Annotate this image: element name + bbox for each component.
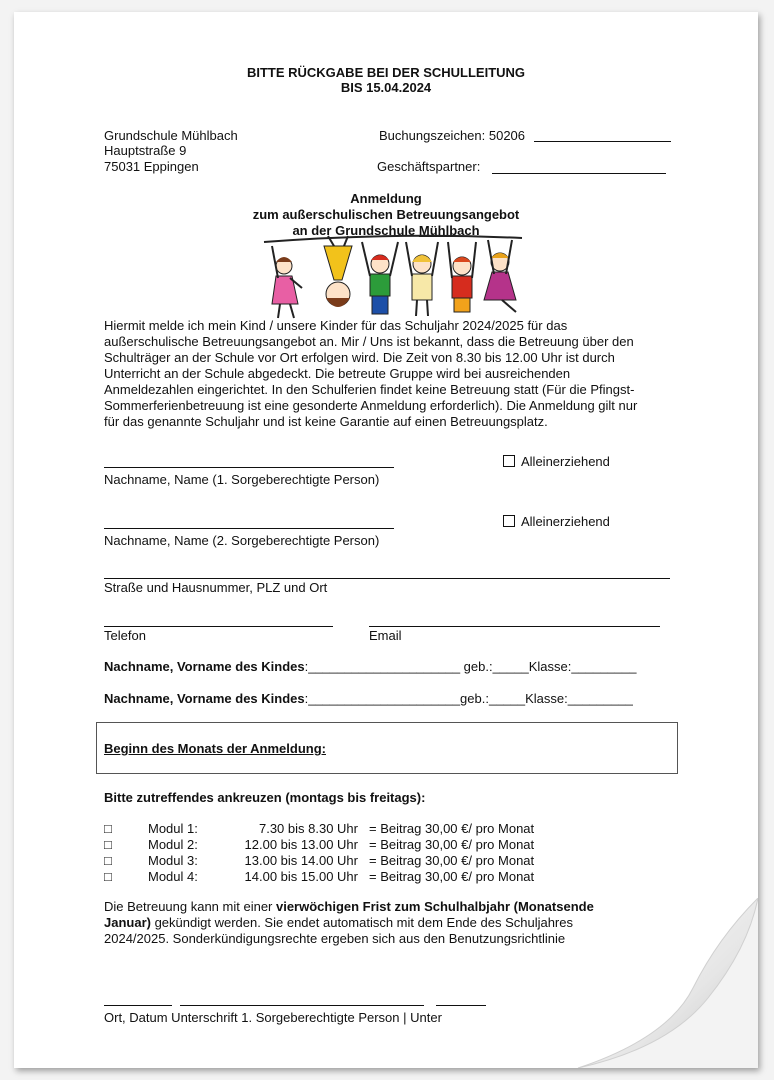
termination-line-1: Die Betreuung kann mit einer vierwöchigen Frist zum Schulhalbjahr (Monatsende — [104, 899, 594, 914]
school-street: Hauptstraße 9 — [104, 143, 187, 158]
termination-line-3: 2024/2025. Sonderkündigungsrechte ergeben sich aus den Benutzungsrichtlinie — [104, 931, 566, 946]
kid-figure — [272, 246, 302, 318]
school-city: 75031 Eppingen — [104, 159, 199, 174]
intro-line: Sommerferienbetreuung ist eine gesonderte Anmeldung erforderlich). Die Anmeldung gilt nur — [104, 398, 638, 413]
intro-line: außerschulische Betreuungsangebot an. Mir / Uns ist bekannt, dass die Betreuung über den — [104, 334, 634, 349]
email-label: Email — [369, 628, 402, 643]
phone-field[interactable] — [104, 626, 333, 627]
module-name: Modul 4: — [148, 869, 198, 884]
signature-1-field[interactable] — [180, 1005, 424, 1006]
business-partner-field[interactable] — [492, 173, 666, 174]
child-name-label: Nachname, Vorname des Kindes — [104, 659, 305, 674]
start-month-label: Beginn des Monats der Anmeldung: — [104, 741, 326, 756]
single-parent-checkbox-1[interactable]: Alleinerziehend — [503, 454, 610, 469]
address-field[interactable] — [104, 578, 670, 579]
single-parent-checkbox-2[interactable]: Alleinerziehend — [503, 514, 610, 529]
booking-reference-field[interactable] — [534, 141, 671, 142]
children-illustration — [262, 232, 524, 324]
module-checkbox[interactable]: □ — [104, 837, 112, 852]
tick-instruction: Bitte zutreffendes ankreuzen (montags bis freitags): — [104, 790, 426, 805]
checkbox-icon[interactable] — [503, 455, 515, 467]
module-checkbox[interactable]: □ — [104, 853, 112, 868]
signature-2-field[interactable] — [436, 1005, 486, 1006]
parent2-name-label: Nachname, Name (2. Sorgeberechtigte Person) — [104, 533, 380, 548]
termination-line-2: Januar) gekündigt werden. Sie endet automatisch mit dem Ende des Schuljahres — [104, 915, 573, 930]
checkbox-icon[interactable] — [503, 515, 515, 527]
child-name-label: Nachname, Vorname des Kindes — [104, 691, 305, 706]
module-fee: = Beitrag 30,00 €/ pro Monat — [369, 853, 535, 868]
intro-line: Schulträger an der Schule vor Ort erfolgen wird. Die Zeit von 8.30 bis 12.00 Uhr ist durch — [104, 350, 615, 365]
address-label: Straße und Hausnummer, PLZ und Ort — [104, 580, 328, 595]
place-date-field[interactable] — [104, 1005, 172, 1006]
form-title: Anmeldung — [350, 191, 422, 206]
school-name: Grundschule Mühlbach — [104, 128, 238, 143]
module-name: Modul 2: — [148, 837, 198, 852]
module-fee: = Beitrag 30,00 €/ pro Monat — [369, 821, 535, 836]
parent1-name-field[interactable] — [104, 467, 394, 468]
module-time: 13.00 bis 14.00 Uhr — [244, 853, 358, 868]
intro-line: für das genannte Schuljahr und ist keine Garantie auf einen Betreuungsplatz. — [104, 414, 548, 429]
module-time: 14.00 bis 15.00 Uhr — [244, 869, 358, 884]
module-fee: = Beitrag 30,00 €/ pro Monat — [369, 837, 535, 852]
child1-row[interactable] — [104, 659, 636, 674]
intro-line: Unterricht an der Schule abgedeckt. Die betreute Gruppe wird bei ausreichenden — [104, 366, 571, 381]
parent1-name-label: Nachname, Name (1. Sorgeberechtigte Person) — [104, 472, 380, 487]
document-page — [14, 12, 758, 1068]
parent2-name-field[interactable] — [104, 528, 394, 529]
module-checkbox[interactable]: □ — [104, 869, 112, 884]
module-checkbox[interactable]: □ — [104, 821, 112, 836]
signature-label: Ort, Datum Unterschrift 1. Sorgeberechtigte Person | Unter — [104, 1010, 442, 1025]
booking-reference-label: Buchungszeichen: 50206 — [379, 128, 526, 143]
intro-line: Hiermit melde ich mein Kind / unsere Kinder für das Schuljahr 2024/2025 für das — [104, 318, 568, 333]
return-notice: BITTE RÜCKGABE BEI DER SCHULLEITUNG — [246, 65, 526, 80]
module-name: Modul 1: — [148, 821, 198, 836]
child-fields[interactable]: :_____________________ geb.:_____Klasse:_________ — [304, 659, 637, 674]
email-field[interactable] — [369, 626, 660, 627]
form-subtitle: zum außerschulischen Betreuungsangebot — [252, 207, 520, 222]
module-name: Modul 3: — [148, 853, 198, 868]
form-school-line: an der Grundschule Mühlbach — [292, 223, 480, 238]
module-time: 7.30 bis 8.30 Uhr — [258, 821, 358, 836]
child2-row[interactable] — [104, 691, 633, 706]
module-time: 12.00 bis 13.00 Uhr — [244, 837, 358, 852]
start-month-box[interactable] — [96, 722, 678, 774]
phone-label: Telefon — [104, 628, 146, 643]
return-deadline: BIS 15.04.2024 — [340, 80, 432, 95]
page-curl — [518, 898, 758, 1068]
business-partner-label: Geschäftspartner: — [377, 159, 481, 174]
module-fee: = Beitrag 30,00 €/ pro Monat — [369, 869, 535, 884]
child-fields[interactable]: :_____________________geb.:_____Klasse:_________ — [304, 691, 633, 706]
intro-line: Anmeldezahlen eingerichtet. In den Schulferien findet keine Betreuung statt (Für die Pfingst- — [104, 382, 635, 397]
